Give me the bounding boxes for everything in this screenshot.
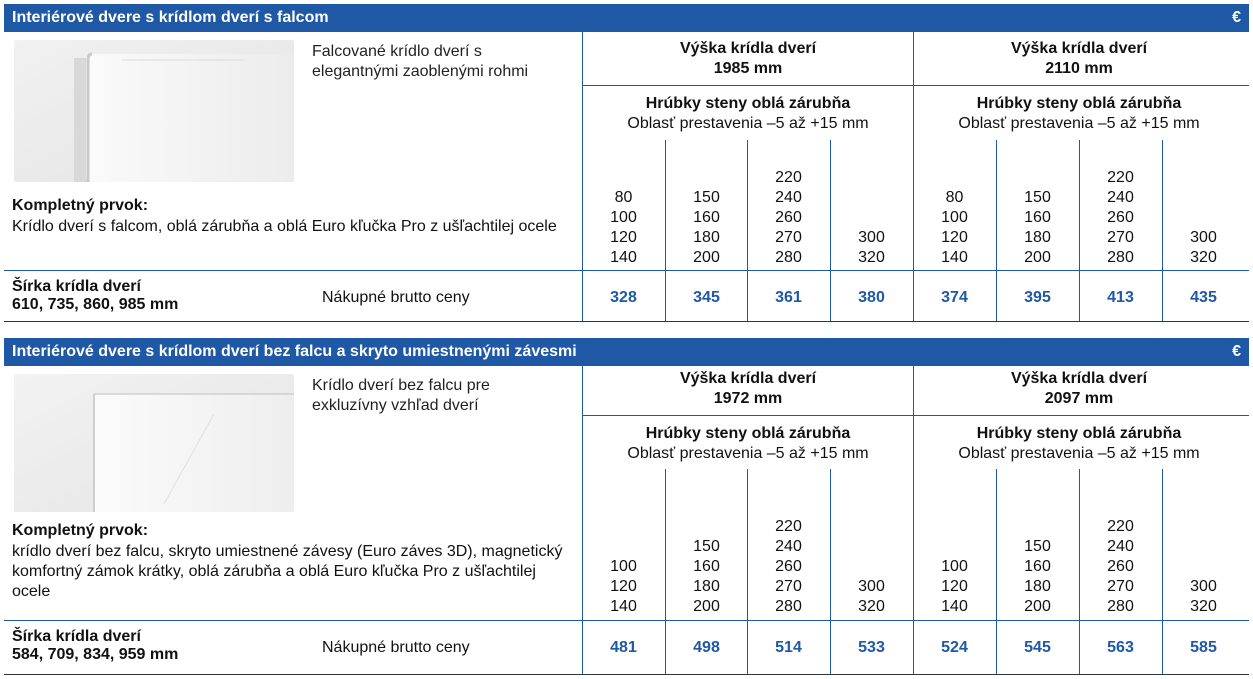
wall-column (1079, 168, 1162, 268)
wall-thickness-value: 160 (693, 209, 720, 226)
height-label: Výška krídla dverí (1010, 370, 1148, 387)
wall-column (582, 557, 665, 617)
wall-title: Hrúbky steny oblá zárubňa (976, 425, 1182, 442)
wall-thickness-value: 120 (610, 229, 637, 246)
complete-set-text: Krídlo dverí s falcom, oblá zárubňa a oblá Euro kľučka Pro z ušľachtilej ocele (12, 218, 557, 235)
price-cell: 498 (693, 639, 720, 656)
product-section-flush-door (4, 338, 1249, 675)
wall-column (830, 577, 913, 617)
wall-thickness-value: 100 (610, 209, 637, 226)
wall-thickness-value: 80 (614, 189, 633, 206)
price-cell: 413 (1107, 289, 1134, 306)
wall-title: Hrúbky steny oblá zárubňa (976, 95, 1182, 112)
complete-set-text: krídlo dverí bez falcu, skryto umiestnené závesy (Euro záves 3D), magnetický komfortný zámok krátky, oblá zárubňa a oblá Euro kľučka Pro z ušľachtilej ocele (12, 543, 563, 600)
height-group-1 (582, 369, 914, 409)
wall-thickness-value: 280 (1107, 598, 1134, 615)
wall-thickness-value: 140 (941, 249, 968, 266)
wall-thickness-value: 280 (775, 598, 802, 615)
wall-thickness-value: 180 (1024, 578, 1051, 595)
height-label: Výška krídla dverí (1010, 40, 1148, 57)
wall-thickness-value: 220 (1107, 169, 1134, 186)
product-description: Krídlo dverí bez falcu pre exkluzívny vzhľad dverí (312, 377, 490, 414)
wall-column (665, 188, 748, 268)
wall-thickness-value: 100 (941, 209, 968, 226)
wall-thickness-value: 240 (1107, 189, 1134, 206)
door-width-label: Šírka krídla dverí 610, 735, 860, 985 mm (12, 278, 179, 313)
wall-thickness-value: 180 (1024, 229, 1051, 246)
wall-thickness-value: 260 (1107, 209, 1134, 226)
wall-range: Oblasť prestavenia –5 až +15 mm (958, 445, 1200, 462)
price-cell: 380 (858, 289, 885, 306)
wall-thickness-value: 270 (775, 578, 802, 595)
complete-set-label: Kompletný prvok: (12, 197, 149, 214)
wall-thickness-value: 100 (610, 558, 637, 575)
wall-thickness-header-1 (582, 424, 914, 464)
price-label: Nákupné brutto ceny (322, 639, 470, 656)
wall-thickness-value: 240 (1107, 538, 1134, 555)
complete-set-label: Kompletný prvok: (12, 522, 149, 539)
height-group-2 (913, 369, 1245, 409)
wall-column (1162, 577, 1245, 617)
wall-thickness-header-1 (582, 94, 914, 134)
wall-thickness-value: 140 (941, 598, 968, 615)
wall-thickness-value: 150 (1024, 189, 1051, 206)
wall-column (582, 188, 665, 268)
price-cell: 374 (941, 289, 968, 306)
section-header (4, 4, 1249, 32)
section-title: Interiérové dvere s krídlom dverí bez falcu a skryto umiestnenými závesmi (12, 343, 577, 360)
wall-thickness-value: 320 (858, 598, 885, 615)
wall-thickness-value: 220 (775, 169, 802, 186)
wall-thickness-value: 200 (693, 598, 720, 615)
wall-thickness-value: 200 (693, 249, 720, 266)
price-cell: 533 (858, 639, 885, 656)
door-photo (14, 374, 294, 512)
currency-symbol: € (1232, 343, 1241, 360)
wall-thickness-value: 270 (1107, 229, 1134, 246)
wall-thickness-value: 270 (775, 229, 802, 246)
wall-column (913, 557, 996, 617)
wall-thickness-value: 300 (858, 229, 885, 246)
product-description: Falcované krídlo dverí s elegantnými zaoblenými rohmi (312, 43, 529, 80)
wall-thickness-value: 220 (1107, 518, 1134, 535)
wall-column (830, 228, 913, 268)
wall-thickness-value: 320 (858, 249, 885, 266)
wall-thickness-value: 120 (941, 229, 968, 246)
wall-thickness-header-2 (913, 94, 1245, 134)
wall-thickness-value: 180 (693, 229, 720, 246)
wall-column (747, 168, 830, 268)
price-cell: 395 (1024, 289, 1051, 306)
wall-column (747, 517, 830, 617)
section-header (4, 338, 1249, 366)
wall-title: Hrúbky steny oblá zárubňa (645, 425, 851, 442)
wall-thickness-value: 150 (693, 538, 720, 555)
height-value: 1985 mm (713, 60, 783, 77)
wall-thickness-value: 180 (693, 578, 720, 595)
height-value: 1972 mm (713, 390, 783, 407)
price-cell: 481 (610, 639, 637, 656)
wall-thickness-value: 200 (1024, 249, 1051, 266)
wall-thickness-value: 300 (1190, 229, 1217, 246)
wall-thickness-value: 160 (1024, 209, 1051, 226)
price-cell: 585 (1190, 639, 1217, 656)
price-cell: 361 (775, 289, 802, 306)
wall-thickness-value: 280 (1107, 249, 1134, 266)
wall-range: Oblasť prestavenia –5 až +15 mm (958, 115, 1200, 132)
price-cell: 545 (1024, 639, 1051, 656)
price-cell: 563 (1107, 639, 1134, 656)
height-value: 2097 mm (1044, 390, 1114, 407)
price-cell: 514 (775, 639, 802, 656)
wall-column (913, 188, 996, 268)
wall-thickness-value: 260 (775, 209, 802, 226)
wall-thickness-value: 220 (775, 518, 802, 535)
wall-thickness-value: 120 (941, 578, 968, 595)
wall-thickness-value: 80 (945, 189, 964, 206)
section-title: Interiérové dvere s krídlom dverí s falcom (12, 9, 329, 26)
wall-thickness-value: 140 (610, 249, 637, 266)
height-group-1 (582, 39, 914, 79)
wall-thickness-value: 120 (610, 578, 637, 595)
wall-range: Oblasť prestavenia –5 až +15 mm (627, 115, 869, 132)
wall-thickness-value: 160 (1024, 558, 1051, 575)
wall-title: Hrúbky steny oblá zárubňa (645, 95, 851, 112)
wall-column (1162, 228, 1245, 268)
wall-thickness-value: 140 (610, 598, 637, 615)
wall-thickness-value: 320 (1190, 598, 1217, 615)
currency-symbol: € (1232, 9, 1241, 26)
price-cell: 328 (610, 289, 637, 306)
price-cell: 435 (1190, 289, 1217, 306)
wall-column (996, 537, 1079, 617)
wall-thickness-value: 240 (775, 538, 802, 555)
wall-thickness-value: 270 (1107, 578, 1134, 595)
wall-range: Oblasť prestavenia –5 až +15 mm (627, 445, 869, 462)
wall-thickness-value: 320 (1190, 249, 1217, 266)
wall-thickness-value: 100 (941, 558, 968, 575)
wall-column (1079, 517, 1162, 617)
wall-thickness-value: 160 (693, 558, 720, 575)
door-photo (14, 40, 294, 182)
height-group-2 (913, 39, 1245, 79)
wall-thickness-value: 150 (1024, 538, 1051, 555)
wall-thickness-value: 200 (1024, 598, 1051, 615)
height-value: 2110 mm (1045, 60, 1113, 77)
wall-thickness-value: 260 (1107, 558, 1134, 575)
wall-column (665, 537, 748, 617)
wall-thickness-value: 150 (693, 189, 720, 206)
wall-thickness-value: 300 (1190, 578, 1217, 595)
wall-thickness-value: 280 (775, 249, 802, 266)
price-cell: 345 (693, 289, 720, 306)
height-label: Výška krídla dverí (679, 370, 817, 387)
wall-column (996, 188, 1079, 268)
door-width-label: Šírka krídla dverí 584, 709, 834, 959 mm (12, 628, 179, 663)
wall-thickness-value: 240 (775, 189, 802, 206)
product-section-rebated-door (4, 4, 1249, 322)
wall-thickness-value: 300 (858, 578, 885, 595)
price-label: Nákupné brutto ceny (322, 289, 470, 306)
wall-thickness-value: 260 (775, 558, 802, 575)
height-label: Výška krídla dverí (679, 40, 817, 57)
wall-thickness-header-2 (913, 424, 1245, 464)
price-cell: 524 (941, 639, 968, 656)
